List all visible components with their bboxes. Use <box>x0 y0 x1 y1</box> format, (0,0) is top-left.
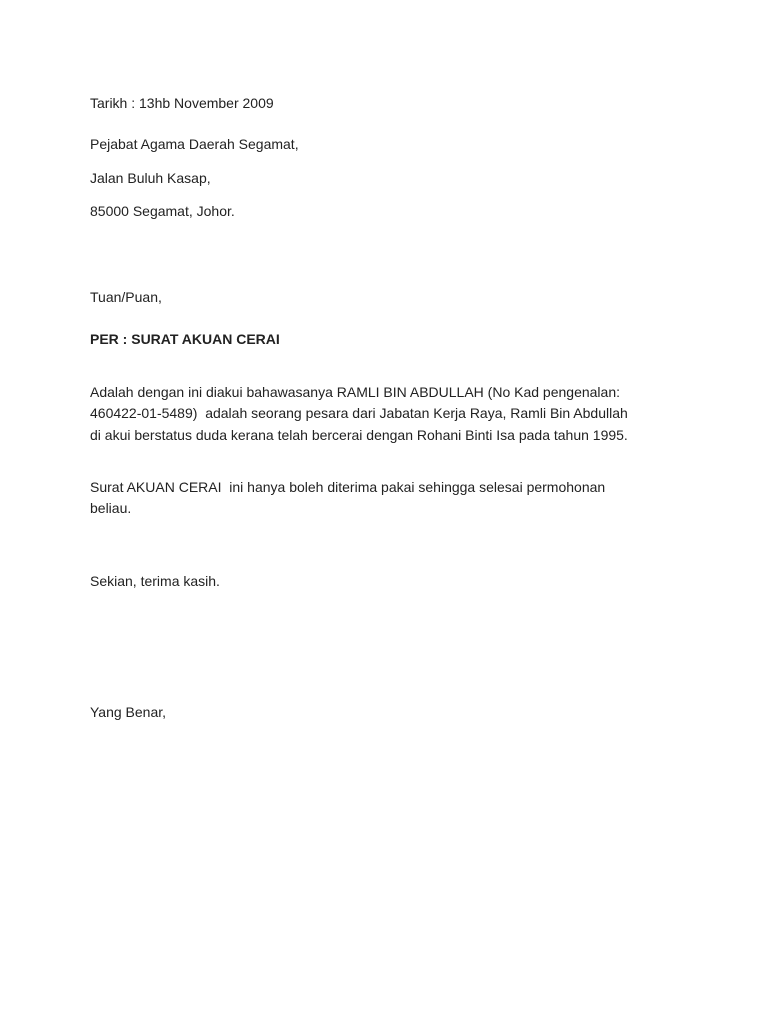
subject-line: PER : SURAT AKUAN CERAI <box>90 331 280 347</box>
date-line: Tarikh : 13hb November 2009 <box>90 95 274 111</box>
paragraph2-line-1: Surat AKUAN CERAI ini hanya boleh diterima pakai sehingga selesai permohonan <box>90 479 606 495</box>
paragraph2-line-2: beliau. <box>90 500 132 516</box>
paragraph1-line-3: di akui berstatus duda kerana telah bercerai dengan Rohani Binti Isa pada tahun 1995. <box>90 427 628 443</box>
address-line-1: Pejabat Agama Daerah Segamat, <box>90 136 299 152</box>
salutation: Tuan/Puan, <box>90 289 162 305</box>
signoff: Yang Benar, <box>90 704 167 720</box>
paragraph1-line-1: Adalah dengan ini diakui bahawasanya RAMLI BIN ABDULLAH (No Kad pengenalan: <box>90 384 621 400</box>
closing: Sekian, terima kasih. <box>90 573 220 589</box>
address-line-3: 85000 Segamat, Johor. <box>90 203 235 219</box>
address-line-2: Jalan Buluh Kasap, <box>90 170 211 186</box>
paragraph1-line-2: 460422-01-5489) adalah seorang pesara dari Jabatan Kerja Raya, Ramli Bin Abdullah <box>90 405 628 421</box>
